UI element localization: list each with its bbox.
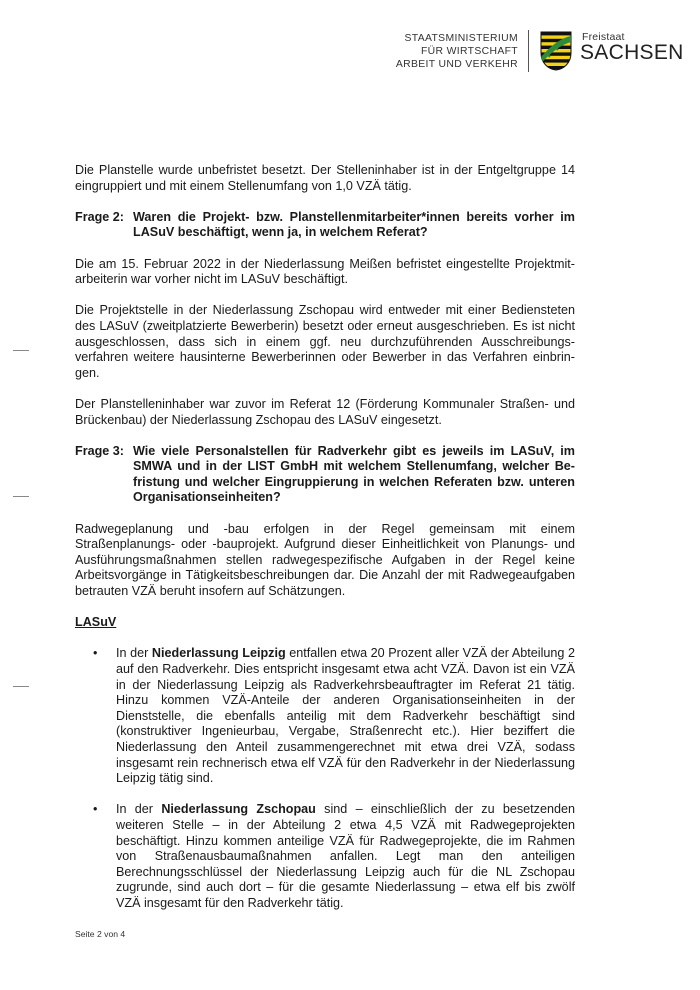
question-3-text: Wie viele Personalstellen für Radverkehr gibt es jeweils im LASuV, im SMWA und in der LIST GmbH mit welchem Stellenumfang, welcher Be-fristung und welcher Eingruppierung in welchen Referaten bzw. unteren Organisationseinheiten? (133, 443, 575, 505)
question-2-label: Frage 2: (75, 209, 124, 224)
answer-3-paragraph: Radwegeplanung und -bau erfolgen in der Regel gemeinsam mit einem Straßenplanungs- oder -bauprojekt. Aufgrund dieser Einheitlichkeit von Planungs- und Ausführungsmaßnahmen stellen radwegespezifische Aufgaben in der Regel keine Arbeitsvorgänge in Tätigkeitsbeschreibungen dar. Die Anzahl der mit Radwegeaufgaben betrauten VZÄ beruht insofern auf Schätzungen. (75, 521, 575, 599)
answer-2-paragraph-1: Die am 15. Februar 2022 in der Niederlassung Meißen befristet eingestellte Projektmit-arbeiterin war vorher nicht im LASuV beschäftigt. (75, 256, 575, 287)
list-item (75, 802, 575, 911)
bullet-1-post: entfallen etwa 20 Prozent aller VZÄ der Abteilung 2 auf den Radverkehr. Dies entspricht insgesamt etwa acht VZÄ. Davon ist ein VZÄ in der Niederlassung Leipzig als Radverkehrsbeauftragter im Referat 21 tätig. Hinzu kommen VZÄ-Anteile der anderen Organisationseinheiten in der Dienststelle, die ebenfalls anteilig mit dem Radverkehr beschäftigt sind (konstruktiver Ingenieurbau, Vergabe, Straßenrecht etc.). Hier beziffert die Niederlassung den Anteil zusammengerechnet mit etwa drei VZÄ, sodass insgesamt rein rechnerisch etwa elf VZÄ für den Radverkehr in der Niederlassung Leipzig tätig sind. (116, 646, 575, 786)
bullet-icon: • (93, 646, 98, 661)
bullet-2-post: sind – einschließlich der zu besetzenden weiteren Stelle – in der Abteilung 2 etwa 4,5 VZÄ mit Radwegeprojekten beschäftigt. Hinzu kommen anteilige VZÄ für Radwegeprojekte, die im Rahmen von Straßenausbaumaßnahmen anfallen. Legt man den anteiligen Berechnungsschlüssel der Niederlassung Leipzig auch für die NL Zschopau zugrunde, sind auch dort – für die gesamte Niederlassung – etwa elf bis zwölf VZÄ insgesamt für den Radverkehr tätig. (116, 802, 575, 910)
page-number: Seite 2 von 4 (75, 929, 126, 939)
ministry-line-3: ARBEIT UND VERKEHR (395, 59, 518, 71)
sachsen-label: SACHSEN (580, 41, 684, 64)
bullet-2-pre: In der (116, 802, 162, 817)
intro-paragraph: Die Planstelle wurde unbefristet besetzt. Der Stelleninhaber ist in der Entgeltgruppe 14 eingruppiert und mit einem Stellenumfang von 1,0 VZÄ tätig. (75, 163, 575, 193)
bullet-1-bold: Niederlassung Leipzig (151, 646, 286, 661)
lasuv-bullet-list (75, 646, 575, 911)
question-2-text: Waren die Projekt- bzw. Planstellenmitarbeiter*innen bereits vorher im LASuV beschäftigt, wenn ja, in welchem Referat? (133, 209, 575, 240)
ministry-line-1: STAATSMINISTERIUM (404, 33, 518, 44)
document-body (75, 163, 575, 912)
answer-2-paragraph-2: Die Projektstelle in der Niederlassung Zschopau wird entweder mit einer Bediensteten des LASuV (zweitplatzierte Bewerberin) besetzt oder erneut ausgeschrieben. Es ist nicht ausgeschlossen, dass sich in einem ggf. neu durchzuführenden Ausschreibungs-verfahren weitere hausinterne Bewerberinnen oder Bewerber in das Verfahren einbrin-gen. (75, 303, 575, 380)
margin-mark (13, 686, 29, 687)
saxony-crest-icon (540, 31, 572, 71)
list-item (75, 646, 575, 786)
margin-mark (13, 350, 29, 351)
margin-mark (13, 496, 29, 497)
bullet-2-bold: Niederlassung Zschopau (161, 802, 316, 817)
ministry-line-2: FÜR WIRTSCHAFT (420, 46, 518, 58)
ministry-name (396, 32, 518, 72)
question-2 (75, 210, 575, 241)
header-divider (528, 30, 529, 72)
bullet-icon: • (93, 802, 98, 817)
question-3-label: Frage 3: (75, 443, 124, 458)
section-heading-lasuv: LASuV (75, 615, 117, 630)
answer-2-paragraph-3: Der Planstelleninhaber war zuvor im Referat 12 (Förderung Kommunaler Straßen- und Brückenbau) der Niederlassung Zschopau des LASuV eingesetzt. (75, 396, 575, 427)
question-3 (75, 444, 575, 506)
letterhead (0, 28, 700, 78)
bullet-1-pre: In der (116, 646, 152, 661)
freistaat-label: Freistaat (582, 31, 625, 43)
